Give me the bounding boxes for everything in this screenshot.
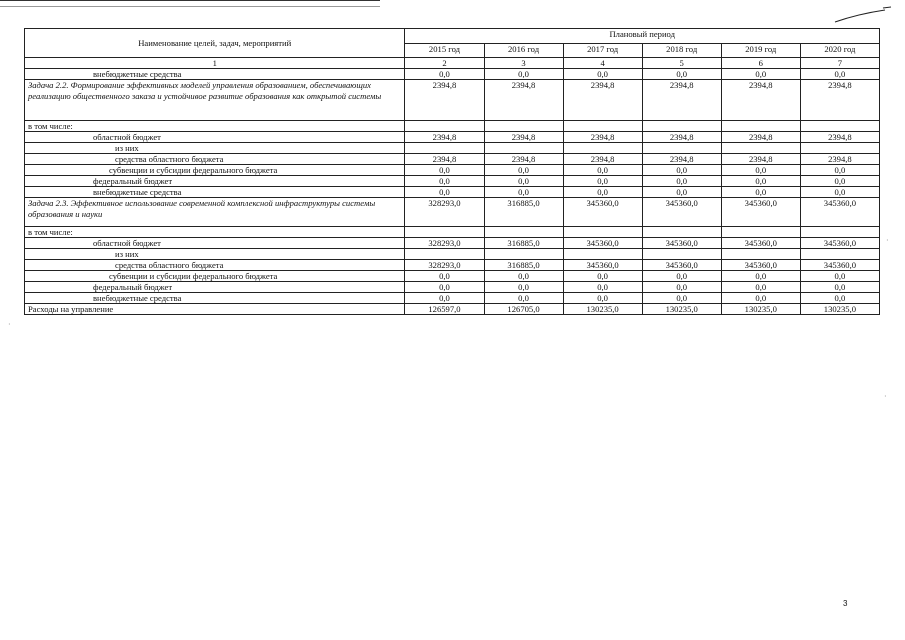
row-value: 0,0 xyxy=(563,69,642,80)
row-value xyxy=(405,227,484,238)
row-value: 0,0 xyxy=(563,282,642,293)
column-number: 3 xyxy=(484,58,563,69)
row-value xyxy=(563,249,642,260)
table-body xyxy=(25,69,880,315)
row-value: 0,0 xyxy=(721,293,800,304)
row-label: внебюджетные средства xyxy=(25,293,405,304)
row-value: 0,0 xyxy=(563,293,642,304)
row-value xyxy=(721,121,800,132)
table-row xyxy=(25,187,880,198)
top-rule-secondary xyxy=(0,6,380,7)
row-value: 316885,0 xyxy=(484,198,563,227)
row-value xyxy=(642,249,721,260)
row-value: 0,0 xyxy=(721,69,800,80)
table-row xyxy=(25,80,880,121)
row-value xyxy=(642,121,721,132)
row-value: 0,0 xyxy=(800,165,879,176)
row-value: 0,0 xyxy=(642,176,721,187)
table-row xyxy=(25,249,880,260)
row-value: 0,0 xyxy=(563,176,642,187)
row-label: федеральный бюджет xyxy=(25,282,405,293)
row-value: 0,0 xyxy=(484,282,563,293)
table-row xyxy=(25,304,880,315)
row-value: 0,0 xyxy=(484,271,563,282)
scan-speck: · xyxy=(8,320,11,329)
header-year: 2020 год xyxy=(800,43,879,58)
row-value: 0,0 xyxy=(484,69,563,80)
row-value: 0,0 xyxy=(800,271,879,282)
column-number: 5 xyxy=(642,58,721,69)
row-value xyxy=(484,227,563,238)
row-value: 0,0 xyxy=(405,187,484,198)
row-value xyxy=(721,143,800,154)
table-row xyxy=(25,271,880,282)
table-row xyxy=(25,121,880,132)
row-value: 0,0 xyxy=(642,271,721,282)
row-value: 2394,8 xyxy=(405,132,484,143)
row-value: 130235,0 xyxy=(563,304,642,315)
row-label: из них xyxy=(25,249,405,260)
table-row xyxy=(25,143,880,154)
table-row xyxy=(25,260,880,271)
row-value: 345360,0 xyxy=(721,198,800,227)
scan-speck: · xyxy=(884,392,887,401)
row-value xyxy=(405,249,484,260)
row-value: 0,0 xyxy=(484,176,563,187)
row-value: 0,0 xyxy=(405,176,484,187)
row-value xyxy=(563,121,642,132)
row-value: 0,0 xyxy=(642,293,721,304)
row-label: Задача 2.3. Эффективное использование современной комплексной инфраструктуры системы образования и науки xyxy=(25,198,405,227)
row-value xyxy=(721,249,800,260)
row-value: 345360,0 xyxy=(800,260,879,271)
row-value: 0,0 xyxy=(721,176,800,187)
row-label: внебюджетные средства xyxy=(25,187,405,198)
table-row xyxy=(25,154,880,165)
row-value: 345360,0 xyxy=(563,238,642,249)
row-label: в том числе: xyxy=(25,121,405,132)
row-value: 0,0 xyxy=(405,271,484,282)
top-rule xyxy=(0,0,380,1)
row-value: 2394,8 xyxy=(642,80,721,121)
row-label: в том числе: xyxy=(25,227,405,238)
row-value xyxy=(405,143,484,154)
table-row xyxy=(25,132,880,143)
row-value: 2394,8 xyxy=(800,132,879,143)
scan-speck: · xyxy=(886,236,889,245)
row-value: 316885,0 xyxy=(484,260,563,271)
row-value: 328293,0 xyxy=(405,198,484,227)
row-value: 328293,0 xyxy=(405,260,484,271)
row-value: 0,0 xyxy=(642,165,721,176)
row-value: 0,0 xyxy=(484,187,563,198)
row-value: 345360,0 xyxy=(800,198,879,227)
table-row xyxy=(25,227,880,238)
row-value: 2394,8 xyxy=(721,132,800,143)
row-value: 126705,0 xyxy=(484,304,563,315)
row-label: субвенции и субсидии федерального бюджета xyxy=(25,165,405,176)
row-value xyxy=(721,227,800,238)
row-value: 345360,0 xyxy=(721,260,800,271)
row-value: 345360,0 xyxy=(563,260,642,271)
row-value xyxy=(484,143,563,154)
row-label: средства областного бюджета xyxy=(25,260,405,271)
row-value xyxy=(563,227,642,238)
row-value xyxy=(800,121,879,132)
column-number: 7 xyxy=(800,58,879,69)
table-row xyxy=(25,176,880,187)
row-value xyxy=(800,227,879,238)
row-label: областной бюджет xyxy=(25,238,405,249)
row-value: 0,0 xyxy=(405,282,484,293)
row-value xyxy=(484,249,563,260)
column-number-row xyxy=(25,58,880,69)
column-number: 6 xyxy=(721,58,800,69)
row-value: 2394,8 xyxy=(563,154,642,165)
row-value: 0,0 xyxy=(563,271,642,282)
row-value: 2394,8 xyxy=(484,132,563,143)
row-value: 130235,0 xyxy=(642,304,721,315)
row-value: 0,0 xyxy=(563,165,642,176)
header-year: 2018 год xyxy=(642,43,721,58)
row-value: 0,0 xyxy=(642,187,721,198)
row-value: 345360,0 xyxy=(642,198,721,227)
row-value xyxy=(800,249,879,260)
table-row xyxy=(25,69,880,80)
row-value: 2394,8 xyxy=(484,80,563,121)
row-value: 130235,0 xyxy=(800,304,879,315)
row-value: 0,0 xyxy=(405,293,484,304)
row-label: Расходы на управление xyxy=(25,304,405,315)
pen-stroke-mark xyxy=(833,6,893,26)
row-value: 0,0 xyxy=(484,165,563,176)
row-label: из них xyxy=(25,143,405,154)
row-value: 2394,8 xyxy=(800,154,879,165)
column-number: 4 xyxy=(563,58,642,69)
row-value: 0,0 xyxy=(800,282,879,293)
header-year: 2015 год xyxy=(405,43,484,58)
row-label: субвенции и субсидии федерального бюджета xyxy=(25,271,405,282)
row-label: средства областного бюджета xyxy=(25,154,405,165)
column-number: 1 xyxy=(25,58,405,69)
table-row xyxy=(25,165,880,176)
row-value: 0,0 xyxy=(800,187,879,198)
header-plan-period: Плановый период xyxy=(405,29,880,44)
row-value: 2394,8 xyxy=(405,154,484,165)
table-row xyxy=(25,293,880,304)
row-value: 2394,8 xyxy=(563,132,642,143)
row-value: 2394,8 xyxy=(642,132,721,143)
row-value: 328293,0 xyxy=(405,238,484,249)
row-value: 345360,0 xyxy=(721,238,800,249)
row-value: 0,0 xyxy=(800,176,879,187)
row-value: 2394,8 xyxy=(484,154,563,165)
page-number: 3 xyxy=(843,599,848,608)
header-year: 2016 год xyxy=(484,43,563,58)
row-value: 0,0 xyxy=(800,69,879,80)
row-value: 2394,8 xyxy=(721,154,800,165)
row-value: 0,0 xyxy=(405,165,484,176)
row-value: 0,0 xyxy=(721,165,800,176)
row-value: 0,0 xyxy=(800,293,879,304)
row-value: 2394,8 xyxy=(563,80,642,121)
row-value: 345360,0 xyxy=(642,238,721,249)
table-row xyxy=(25,282,880,293)
row-value: 0,0 xyxy=(405,69,484,80)
budget-table xyxy=(24,28,880,315)
row-value: 0,0 xyxy=(721,187,800,198)
header-year: 2019 год xyxy=(721,43,800,58)
row-label: областной бюджет xyxy=(25,132,405,143)
row-value xyxy=(484,121,563,132)
row-value: 0,0 xyxy=(721,282,800,293)
row-value: 0,0 xyxy=(721,271,800,282)
header-year: 2017 год xyxy=(563,43,642,58)
table-row xyxy=(25,198,880,227)
table-row xyxy=(25,238,880,249)
row-value: 2394,8 xyxy=(721,80,800,121)
row-label: Задача 2.2. Формирование эффективных моделей управления образованием, обеспечивающих реализацию общественного заказа и устойчивое развитие образования как открытой системы xyxy=(25,80,405,121)
row-label: федеральный бюджет xyxy=(25,176,405,187)
row-value: 126597,0 xyxy=(405,304,484,315)
row-label: внебюджетные средства xyxy=(25,69,405,80)
row-value: 0,0 xyxy=(484,293,563,304)
header-name-column: Наименование целей, задач, мероприятий xyxy=(25,29,405,58)
row-value: 316885,0 xyxy=(484,238,563,249)
row-value: 2394,8 xyxy=(405,80,484,121)
row-value xyxy=(563,143,642,154)
row-value: 345360,0 xyxy=(642,260,721,271)
row-value xyxy=(800,143,879,154)
row-value: 2394,8 xyxy=(642,154,721,165)
row-value: 0,0 xyxy=(563,187,642,198)
row-value xyxy=(642,143,721,154)
row-value xyxy=(405,121,484,132)
row-value xyxy=(642,227,721,238)
row-value: 2394,8 xyxy=(800,80,879,121)
row-value: 0,0 xyxy=(642,69,721,80)
row-value: 0,0 xyxy=(642,282,721,293)
row-value: 345360,0 xyxy=(563,198,642,227)
column-number: 2 xyxy=(405,58,484,69)
row-value: 345360,0 xyxy=(800,238,879,249)
row-value: 130235,0 xyxy=(721,304,800,315)
